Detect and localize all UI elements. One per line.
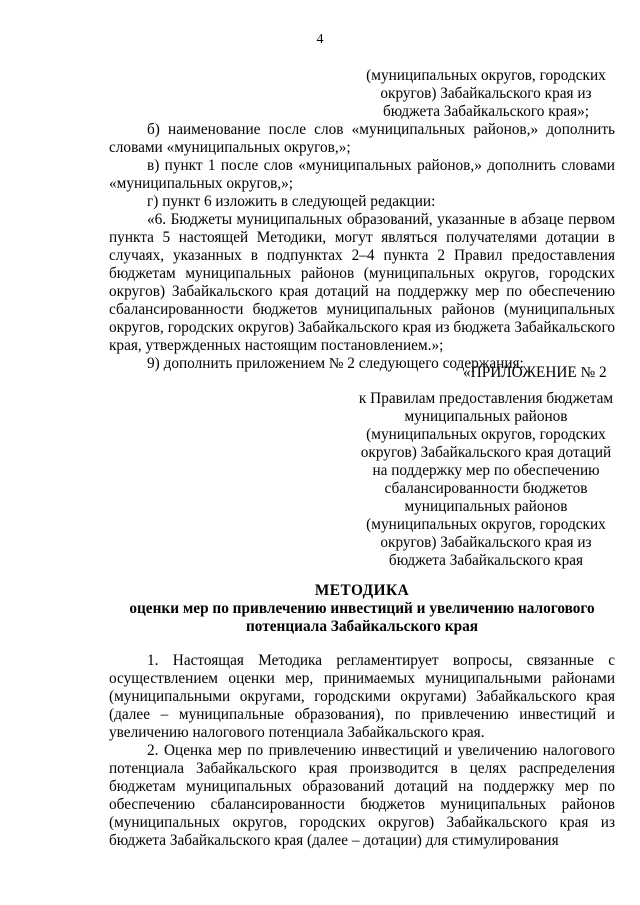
- header-line: округов) Забайкальского края из: [380, 85, 592, 102]
- methodology-paragraph: 2. Оценка мер по привлечению инвестиций и увеличению налогового потенциала Забайкальского края производится в целях распределения бюджетам муниципальных образований дотаций на поддержку мер по обеспечению сбалансированности бюджетов муниципальных районов (муниципальных округов, городских округов) Забайкальского края из бюджета Забайкальского края (далее – дотации) для стимулирования: [109, 742, 615, 849]
- appendix-line: (муниципальных округов, городских: [366, 516, 606, 533]
- appendix-line: муниципальных районов: [404, 498, 568, 515]
- page-number: 4: [316, 32, 324, 47]
- methodology-subtitle-line: потенциала Забайкальского края: [245, 618, 479, 635]
- amendment-paragraph: б) наименование после слов «муниципальных районов,» дополнить словами «муниципальных округов,»;: [109, 121, 615, 156]
- methodology-body: [109, 652, 615, 850]
- appendix-line: на поддержку мер по обеспечению: [372, 462, 600, 479]
- header-line: (муниципальных округов, городских: [366, 67, 606, 84]
- methodology-subtitle-line: оценки мер по привлечению инвестиций и увеличению налогового: [129, 600, 595, 617]
- methodology-title: МЕТОДИКА: [314, 582, 410, 599]
- amendment-paragraph: г) пункт 6 изложить в следующей редакции:: [147, 193, 436, 210]
- appendix-caption: [343, 390, 629, 570]
- amendment-paragraph: в) пункт 1 после слов «муниципальных районов,» дополнить словами «муниципальных округов,»;: [109, 157, 615, 192]
- appendix-line: муниципальных районов: [404, 408, 568, 425]
- methodology-heading: [109, 582, 615, 636]
- appendix-line: сбалансированности бюджетов: [384, 480, 588, 497]
- appendix-line: к Правилам предоставления бюджетам: [358, 390, 614, 407]
- amendment-paragraph: «6. Бюджеты муниципальных образований, указанные в абзаце первом пункта 5 настоящей Методики, могут являться получателями дотации в случаях, указанных в подпунктах 2–4 пункта 2 Правил предоставления бюджетам муниципальных районов (муниципальных округов, городских округов) Забайкальского края дотаций на поддержку мер по обеспечению сбалансированности бюджетов муниципальных районов (муниципальных округов, городских округов) Забайкальского края из бюджета Забайкальского края, утвержденных настоящим постановлением.»;: [109, 211, 615, 354]
- amendment-paragraph: 9) дополнить приложением № 2 следующего содержания:: [147, 355, 524, 372]
- appendix-line: округов) Забайкальского края дотаций: [360, 444, 612, 461]
- header-line: бюджета Забайкальского края»;: [382, 103, 590, 120]
- header-continuation: [343, 67, 629, 121]
- appendix-title: «ПРИЛОЖЕНИЕ № 2: [463, 364, 607, 381]
- appendix-line: округов) Забайкальского края из: [380, 534, 592, 551]
- amendments-block: [109, 121, 615, 373]
- methodology-paragraph: 1. Настоящая Методика регламентирует вопросы, связанные с осуществлением оценки мер, принимаемых муниципальными районами (муниципальными округами, городскими округами) Забайкальского края (далее – муниципальные образования), по привлечению инвестиций и увеличению налогового потенциала Забайкальского края.: [109, 652, 615, 741]
- appendix-line: (муниципальных округов, городских: [366, 426, 606, 443]
- appendix-line: бюджета Забайкальского края: [388, 552, 584, 569]
